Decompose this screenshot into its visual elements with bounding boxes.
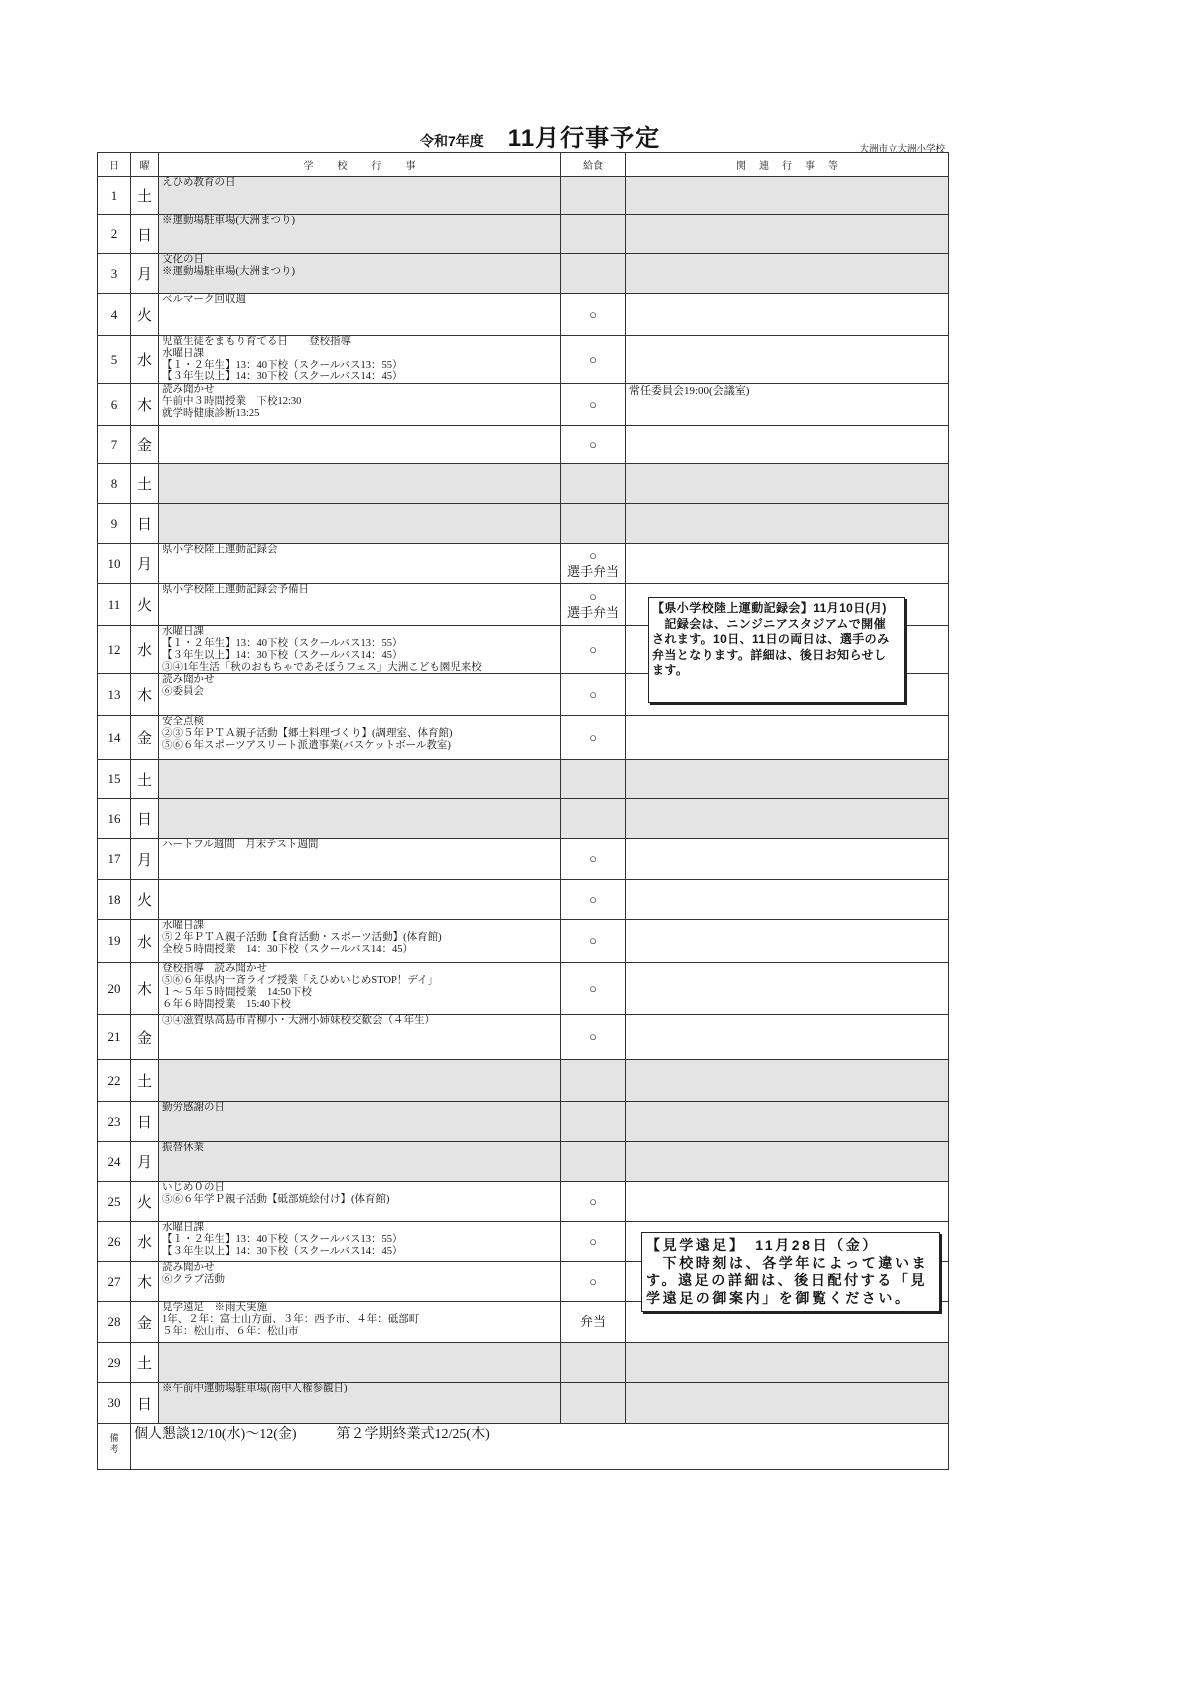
related-events-cell — [626, 760, 949, 799]
school-events-cell — [159, 254, 561, 294]
schedule-row — [98, 1102, 949, 1142]
lunch-mark: ○ — [589, 351, 597, 367]
school-events-cell — [159, 1102, 561, 1142]
day-number: 16 — [98, 799, 131, 839]
lunch-cell — [561, 760, 626, 799]
school-events-cell — [159, 464, 561, 504]
page-title — [420, 118, 660, 153]
lunch-cell — [561, 1015, 626, 1060]
event-line: ※運動場駐車場(大洲まつり) — [162, 215, 295, 226]
schedule-row — [98, 1343, 949, 1383]
lunch-cell — [561, 716, 626, 760]
page-title-main: 11月行事予定 — [507, 125, 661, 152]
lunch-mark: ○ — [589, 588, 597, 604]
school-events-cell — [159, 839, 561, 880]
related-events-cell — [626, 215, 949, 254]
lunch-cell — [561, 1102, 626, 1142]
event-line: 児童生徒をまもり育てる日 登校指導 — [162, 336, 351, 347]
related-events-cell — [626, 294, 949, 336]
event-line: 水曜日課 — [162, 347, 204, 359]
weekday: 金 — [131, 716, 159, 760]
lunch-cell — [561, 1182, 626, 1222]
event-line: 県小学校陸上運動記録会予備日 — [162, 584, 309, 596]
related-events-cell — [626, 336, 949, 384]
event-line: 読み聞かせ — [162, 384, 215, 396]
weekday: 月 — [131, 254, 159, 294]
weekday: 土 — [131, 1343, 159, 1383]
related-events-cell — [626, 504, 949, 544]
school-events-cell — [159, 426, 561, 464]
related-events-cell — [626, 544, 949, 584]
lunch-mark: ○ — [589, 306, 597, 322]
lunch-mark: ○ — [589, 547, 597, 563]
lunch-cell — [561, 626, 626, 674]
day-number: 13 — [98, 674, 131, 716]
schedule-row — [98, 336, 949, 384]
lunch-cell — [561, 963, 626, 1015]
notice-line: 記録会は、ニンジニアスタジアムで開催 — [652, 616, 886, 631]
weekday: 土 — [131, 177, 159, 215]
event-line: ５年：松山市、６年：松山市 — [162, 1325, 299, 1337]
day-number: 25 — [98, 1182, 131, 1222]
lunch-cell — [561, 336, 626, 384]
schedule-row — [98, 839, 949, 880]
school-events-cell — [159, 1142, 561, 1182]
school-name: 大洲市立大洲小学校 — [859, 145, 945, 155]
event-line: ハートフル週間 月末テスト週間 — [162, 839, 319, 851]
lunch-mark: ○ — [589, 436, 597, 452]
weekday: 水 — [131, 336, 159, 384]
schedule-row — [98, 544, 949, 584]
day-number: 10 — [98, 544, 131, 584]
day-number: 5 — [98, 336, 131, 384]
schedule-row — [98, 1182, 949, 1222]
schedule-row — [98, 1060, 949, 1102]
event-line: ⑤⑥６年スポーツアスリート派遣事業(バスケットボール教室) — [162, 739, 451, 751]
schedule-row — [98, 1142, 949, 1182]
event-line: ベルマーク回収週 — [162, 294, 246, 305]
event-line: ⑥クラブ活動 — [162, 1274, 225, 1286]
notice-line: 弁当となります。詳細は、後日お知らせし — [652, 647, 887, 662]
event-line: 【３年生以上】14：30下校（スクールバス14：45） — [162, 649, 403, 661]
notice-line: されます。10日、11日の両日は、選手のみ — [652, 632, 890, 647]
lunch-cell — [561, 920, 626, 963]
event-line: 勤労感謝の日 — [162, 1102, 225, 1114]
lunch-cell — [561, 1383, 626, 1424]
related-events-cell — [626, 1015, 949, 1060]
day-number: 22 — [98, 1060, 131, 1102]
weekday: 月 — [131, 1142, 159, 1182]
weekday: 日 — [131, 1102, 159, 1142]
event-line: 全校５時間授業 14：30下校（スクールバス14：45） — [162, 943, 414, 955]
event-line: 水曜日課 — [162, 920, 204, 932]
lunch-cell — [561, 1060, 626, 1102]
event-line: 水曜日課 — [162, 1222, 204, 1234]
school-events-cell — [159, 584, 561, 626]
event-line: ②③５年ＰＴＡ親子活動【郷土料理づくり】(調理室、体育館) — [162, 728, 453, 740]
weekday: 土 — [131, 1060, 159, 1102]
lunch-cell — [561, 294, 626, 336]
notice-line: ます。 — [652, 663, 689, 678]
notice-line: 【県小学校陸上運動記録会】11月10日(月) — [652, 601, 887, 615]
lunch-mark: ○ — [589, 686, 597, 702]
lunch-mark: 選手弁当 — [566, 563, 619, 579]
schedule-row — [98, 963, 949, 1015]
day-number: 1 — [98, 177, 131, 215]
event-line: 安全点検 — [162, 716, 204, 728]
day-number: 6 — [98, 384, 131, 426]
event-line: 読み聞かせ — [162, 1262, 215, 1274]
schedule-row — [98, 464, 949, 504]
event-line: いじめ０の日 — [162, 1182, 225, 1194]
day-number: 24 — [98, 1142, 131, 1182]
header-weekday: 曜 — [131, 153, 159, 177]
day-number: 27 — [98, 1262, 131, 1302]
school-events-cell — [159, 1222, 561, 1262]
school-events-cell — [159, 215, 561, 254]
lunch-mark: ○ — [589, 1233, 597, 1249]
related-events-cell — [626, 799, 949, 839]
weekday: 土 — [131, 760, 159, 799]
header-lunch: 給食 — [561, 153, 626, 177]
event-line: ※午前中運動場駐車場(南中人権参観日) — [162, 1383, 348, 1395]
event-line: えひめ教育の日 — [162, 177, 236, 188]
weekday: 火 — [131, 294, 159, 336]
school-events-cell — [159, 1015, 561, 1060]
lunch-cell — [561, 215, 626, 254]
lunch-cell — [561, 1222, 626, 1262]
lunch-cell — [561, 839, 626, 880]
related-events-cell — [626, 1383, 949, 1424]
day-number: 23 — [98, 1102, 131, 1142]
header-school-events: 学校行事 — [159, 153, 561, 177]
schedule-row — [98, 384, 949, 426]
lunch-mark: ○ — [589, 396, 597, 412]
remarks-row — [98, 1424, 949, 1470]
lunch-cell — [561, 384, 626, 426]
event-line: 【１・２年生】13：40下校（スクールバス13：55） — [162, 637, 403, 649]
day-number: 29 — [98, 1343, 131, 1383]
remarks-item: 個人懇談12/10(水)～12(金) — [134, 1427, 297, 1443]
related-events-cell — [626, 384, 949, 426]
day-number: 4 — [98, 294, 131, 336]
weekday: 日 — [131, 1383, 159, 1424]
weekday: 水 — [131, 1222, 159, 1262]
notice-box-field-trip — [641, 1232, 940, 1312]
event-line: ③④1年生活「秋のおもちゃであそぼうフェス」大洲こども園児来校 — [162, 661, 482, 673]
remarks-label: 備考 — [108, 1433, 119, 1456]
event-line: 登校指導 読み聞かせ — [162, 963, 267, 975]
weekday: 木 — [131, 674, 159, 716]
weekday: 木 — [131, 384, 159, 426]
schedule-row — [98, 880, 949, 920]
school-events-cell — [159, 294, 561, 336]
lunch-mark: ○ — [589, 933, 597, 949]
lunch-cell — [561, 799, 626, 839]
day-number: 18 — [98, 880, 131, 920]
related-events-cell — [626, 1142, 949, 1182]
weekday: 月 — [131, 839, 159, 880]
lunch-mark: ○ — [589, 980, 597, 996]
event-line: 【１・２年生】13：40下校（スクールバス13：55） — [162, 359, 403, 371]
event-line: ⑤⑥６年学Ｐ親子活動【砥部焼絵付け】(体育館) — [162, 1194, 390, 1206]
notice-line: 【見学遠足】 11月28日（金） — [646, 1237, 879, 1253]
remarks-item: 第２学期終業式12/25(木) — [336, 1427, 490, 1443]
schedule-row — [98, 504, 949, 544]
schedule-row — [98, 1383, 949, 1424]
weekday: 火 — [131, 880, 159, 920]
event-line: ⑤⑥６年県内一斉ライブ授業「えひめいじめSTOP！デイ」 — [162, 975, 439, 987]
school-events-cell — [159, 177, 561, 215]
schedule-row — [98, 254, 949, 294]
related-events-cell — [626, 880, 949, 920]
day-number: 7 — [98, 426, 131, 464]
weekday: 金 — [131, 426, 159, 464]
event-line: 見学遠足 ※雨天実施 — [162, 1302, 267, 1314]
school-events-cell — [159, 626, 561, 674]
day-number: 15 — [98, 760, 131, 799]
related-event-text: 常任委員会19:00(会議室) — [629, 385, 750, 398]
event-line: ⑥委員会 — [162, 686, 204, 698]
weekday: 水 — [131, 920, 159, 963]
school-events-cell — [159, 799, 561, 839]
related-events-cell — [626, 1060, 949, 1102]
day-number: 12 — [98, 626, 131, 674]
weekday: 日 — [131, 799, 159, 839]
related-events-cell — [626, 1343, 949, 1383]
lunch-mark: ○ — [589, 641, 597, 657]
event-line: 就学時健康診断13:25 — [162, 407, 260, 419]
day-number: 30 — [98, 1383, 131, 1424]
lunch-cell — [561, 1343, 626, 1383]
notice-line: 学遠足の御案内」を御覧ください。 — [646, 1289, 912, 1306]
school-events-cell — [159, 674, 561, 716]
remarks-section — [98, 1424, 949, 1470]
lunch-cell — [561, 1302, 626, 1343]
schedule-row — [98, 177, 949, 215]
day-number: 17 — [98, 839, 131, 880]
school-events-cell — [159, 336, 561, 384]
related-events-cell — [626, 920, 949, 963]
lunch-cell — [561, 177, 626, 215]
related-events-cell — [626, 1182, 949, 1222]
event-line: 県小学校陸上運動記録会 — [162, 544, 278, 556]
remarks-label-cell — [98, 1424, 131, 1470]
lunch-cell — [561, 504, 626, 544]
lunch-cell — [561, 464, 626, 504]
school-events-cell — [159, 963, 561, 1015]
weekday: 金 — [131, 1302, 159, 1343]
lunch-cell — [561, 584, 626, 626]
school-events-cell — [159, 760, 561, 799]
weekday: 日 — [131, 215, 159, 254]
weekday: 木 — [131, 963, 159, 1015]
schedule-row — [98, 799, 949, 839]
related-events-cell — [626, 839, 949, 880]
related-events-cell — [626, 254, 949, 294]
school-events-cell — [159, 716, 561, 760]
event-line: 【１・２年生】13：40下校（スクールバス13：55） — [162, 1234, 403, 1246]
school-events-cell — [159, 920, 561, 963]
lunch-mark: 選手弁当 — [566, 604, 619, 620]
notice-box-track-meet — [648, 597, 905, 703]
event-line: ※運動場駐車場(大洲まつり) — [162, 265, 295, 277]
lunch-mark: ○ — [589, 1193, 597, 1209]
school-events-cell — [159, 384, 561, 426]
event-line: ⑤２年ＰＴＡ親子活動【食育活動・スポーツ活動】(体育館) — [162, 932, 442, 944]
remarks-text-cell — [131, 1424, 949, 1470]
weekday: 水 — [131, 626, 159, 674]
weekday: 火 — [131, 584, 159, 626]
schedule-row — [98, 426, 949, 464]
event-line: 1年、２年：富士山方面、３年：西予市、４年：砥部町 — [162, 1314, 420, 1326]
day-number: 9 — [98, 504, 131, 544]
lunch-cell — [561, 544, 626, 584]
school-events-cell — [159, 1343, 561, 1383]
schedule-row — [98, 920, 949, 963]
lunch-mark: ○ — [589, 891, 597, 907]
header-day: 日 — [98, 153, 131, 177]
header-related-events: 関連行事等 — [626, 153, 949, 177]
weekday: 土 — [131, 464, 159, 504]
related-events-cell — [626, 464, 949, 504]
notice-line: 下校時刻は、各学年によって違いま — [646, 1254, 929, 1271]
schedule-row — [98, 215, 949, 254]
lunch-mark: ○ — [589, 1029, 597, 1045]
day-number: 19 — [98, 920, 131, 963]
lunch-cell — [561, 426, 626, 464]
page-title-year: 令和7年度 — [420, 133, 484, 149]
related-events-cell — [626, 426, 949, 464]
notice-line: す。遠足の詳細は、後日配付する「見 — [646, 1272, 928, 1288]
weekday: 金 — [131, 1015, 159, 1060]
weekday: 木 — [131, 1262, 159, 1302]
lunch-cell — [561, 1142, 626, 1182]
day-number: 28 — [98, 1302, 131, 1343]
day-number: 2 — [98, 215, 131, 254]
related-events-cell — [626, 963, 949, 1015]
school-events-cell — [159, 1060, 561, 1102]
lunch-cell — [561, 254, 626, 294]
event-line: 水曜日課 — [162, 626, 204, 638]
related-events-cell — [626, 177, 949, 215]
schedule-row — [98, 716, 949, 760]
lunch-cell — [561, 880, 626, 920]
related-events-cell — [626, 716, 949, 760]
school-events-cell — [159, 504, 561, 544]
weekday: 月 — [131, 544, 159, 584]
schedule-row — [98, 1015, 949, 1060]
schedule-row — [98, 760, 949, 799]
event-line: 読み聞かせ — [162, 674, 215, 686]
event-line: 【３年生以上】14：30下校（スクールバス14：45） — [162, 371, 403, 383]
lunch-mark: ○ — [589, 729, 597, 745]
school-events-cell — [159, 1182, 561, 1222]
related-events-cell — [626, 1102, 949, 1142]
event-line: ６年６時間授業 15:40下校 — [162, 998, 291, 1010]
day-number: 8 — [98, 464, 131, 504]
header-row — [98, 153, 949, 177]
lunch-mark: ○ — [589, 1273, 597, 1289]
school-events-cell — [159, 544, 561, 584]
school-events-cell — [159, 1383, 561, 1424]
weekday: 火 — [131, 1182, 159, 1222]
schedule-row — [98, 294, 949, 336]
day-number: 14 — [98, 716, 131, 760]
weekday: 日 — [131, 504, 159, 544]
lunch-mark: 弁当 — [579, 1314, 606, 1330]
event-line: 振替休業 — [162, 1142, 204, 1154]
day-number: 20 — [98, 963, 131, 1015]
day-number: 3 — [98, 254, 131, 294]
event-line: ③④滋賀県高島市青柳小・大洲小姉妹校交歓会（４年生） — [162, 1015, 435, 1027]
event-line: 文化の日 — [162, 254, 204, 265]
school-events-cell — [159, 1262, 561, 1302]
day-number: 26 — [98, 1222, 131, 1262]
lunch-mark: ○ — [589, 851, 597, 867]
day-number: 21 — [98, 1015, 131, 1060]
school-events-cell — [159, 880, 561, 920]
school-events-cell — [159, 1302, 561, 1343]
lunch-cell — [561, 1262, 626, 1302]
lunch-cell — [561, 674, 626, 716]
event-line: １～５年５時間授業 14:50下校 — [162, 986, 312, 998]
event-line: 午前中３時間授業 下校12:30 — [162, 395, 302, 407]
day-number: 11 — [98, 584, 131, 626]
event-line: 【３年生以上】14：30下校（スクールバス14：45） — [162, 1245, 403, 1257]
